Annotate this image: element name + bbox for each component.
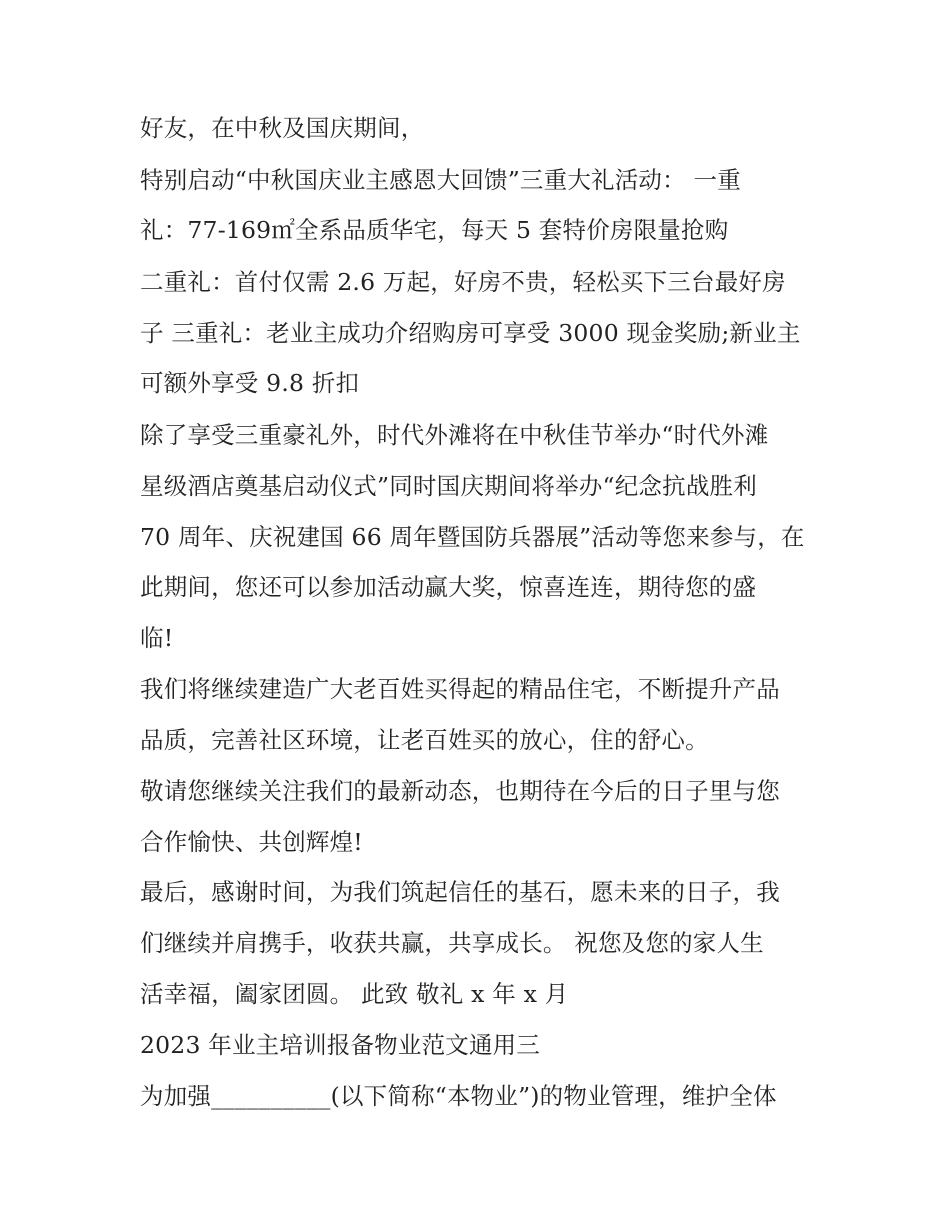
text-line: 礼：77-169㎡全系品质华宅，每天 5 套特价房限量抢购 [140, 216, 729, 244]
section-heading: 2023 年业主培训报备物业范文通用三 [140, 1031, 541, 1059]
text-line: 子 三重礼：老业主成功介绍购房可享受 3000 现金奖励;新业主 [140, 319, 801, 347]
text-line: 为加强__________(以下简称“本物业”)的物业管理，维护全体 [140, 1082, 777, 1110]
text-line: 星级酒店奠基启动仪式”同时国庆期间将举办“纪念抗战胜利 [140, 472, 757, 500]
text-line: 们继续并肩携手，收获共赢，共享成长。 祝您及您的家人生 [140, 929, 764, 957]
text-line: 好友，在中秋及国庆期间， [140, 114, 425, 142]
text-line: 特别启动“中秋国庆业主感恩大回馈”三重大礼活动： 一重 [140, 166, 741, 194]
text-line: 最后，感谢时间，为我们筑起信任的基石，愿未来的日子，我 [140, 878, 780, 906]
text-line: 敬请您继续关注我们的最新动态，也期待在今后的日子里与您 [140, 777, 780, 805]
text-line: 此期间，您还可以参加活动赢大奖，惊喜连连，期待您的盛 [140, 573, 757, 601]
text-line: 二重礼：首付仅需 2.6 万起，好房不贵，轻松买下三台最好房 [140, 268, 786, 296]
text-line: 临! [140, 624, 174, 652]
text-line: 我们将继续建造广大老百姓买得起的精品住宅，不断提升产品 [140, 675, 780, 703]
text-line: 70 周年、庆祝建国 66 周年暨国防兵器展”活动等您来参与，在 [140, 523, 805, 551]
text-line: 品质，完善社区环境，让老百姓买的放心，住的舒心。 [140, 726, 709, 754]
text-line: 活幸福，阖家团圆。 此致 敬礼 x 年 x 月 [140, 980, 569, 1008]
text-line: 可额外享受 9.8 折扣 [140, 369, 360, 397]
text-line: 除了享受三重豪礼外，时代外滩将在中秋佳节举办“时代外滩 [140, 421, 769, 449]
text-line: 合作愉快、共创辉煌! [140, 828, 363, 856]
